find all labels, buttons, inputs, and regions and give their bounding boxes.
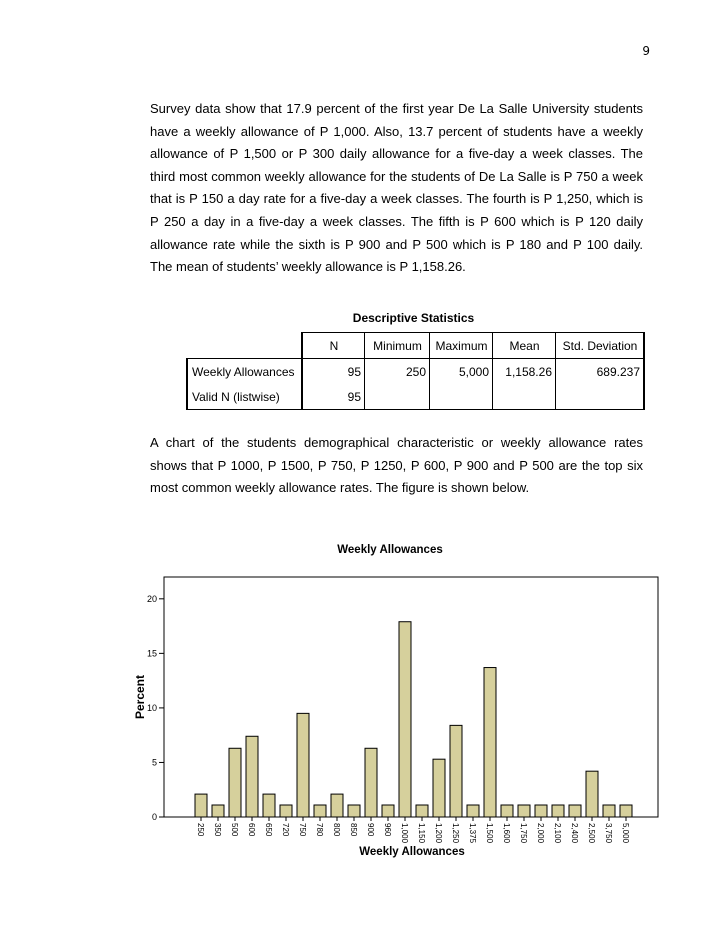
bar-2,400 <box>569 805 581 817</box>
x-tick-label: 780 <box>315 823 324 837</box>
paragraph-line: allowance of P 1,500 or P 300 daily allowance for a five-day a week classes. The <box>150 146 643 162</box>
table-corner-cell <box>187 333 302 359</box>
paragraph-line: most common weekly allowance rates. The figure is shown below. <box>150 480 530 496</box>
x-tick-label: 800 <box>332 823 341 837</box>
paragraph-chart-intro <box>150 432 643 500</box>
table-header: Mean <box>493 333 556 359</box>
x-tick-label: 600 <box>247 823 256 837</box>
paragraph-line: shows that P 1000, P 1500, P 750, P 1250, P 600, P 900 and P 500 are the top six <box>150 457 643 473</box>
table-header: Minimum <box>365 333 430 359</box>
x-tick-label: 250 <box>196 823 205 837</box>
table-row-label: Valid N (listwise) <box>187 384 302 410</box>
table-row-label: Weekly Allowances <box>187 359 302 385</box>
table-cell: 5,000 <box>430 359 493 385</box>
table-cell: 95 <box>302 359 365 385</box>
table-cell: 1,158.26 <box>493 359 556 385</box>
bar-1,600 <box>501 805 513 817</box>
x-tick-label: 850 <box>349 823 358 837</box>
bar-2,000 <box>535 805 547 817</box>
paragraph-line: that is P 150 a day rate for a five-day a week classes. The fourth is P 1,250, which is <box>150 191 643 207</box>
paragraph-line: have a weekly allowance of P 1,000. Also, 13.7 percent of students have a weekly <box>150 123 643 139</box>
paragraph-line: The mean of students’ weekly allowance is P 1,158.26. <box>150 259 466 275</box>
x-tick-label: 1,200 <box>434 823 443 844</box>
bar-720 <box>280 805 292 817</box>
x-tick-label: 5,000 <box>621 823 630 844</box>
x-tick-label: 2,500 <box>587 823 596 844</box>
bar-900 <box>365 748 377 817</box>
y-tick-label: 15 <box>146 648 157 659</box>
y-axis-label: Percent <box>133 674 147 720</box>
x-ticks <box>196 817 630 844</box>
table-header: N <box>302 333 365 359</box>
x-tick-label: 960 <box>383 823 392 837</box>
bar-500 <box>229 748 241 817</box>
paragraph-line: P 250 a day in a five-day a week classes. The fifth is P 600 which is P 120 daily <box>150 213 643 229</box>
bar-600 <box>246 736 258 817</box>
x-axis-label: Weekly Allowances <box>359 846 465 858</box>
x-tick-label: 900 <box>366 823 375 837</box>
bar-2,500 <box>586 771 598 817</box>
x-tick-label: 3,750 <box>604 823 613 844</box>
bar-850 <box>348 805 360 817</box>
x-tick-label: 1,375 <box>468 823 477 844</box>
bar-960 <box>382 805 394 817</box>
bar-1,000 <box>399 622 411 817</box>
paragraph-line: A chart of the students demographical characteristic or weekly allowance rates <box>150 435 643 450</box>
y-ticks <box>147 594 164 822</box>
bar-780 <box>314 805 326 817</box>
table-title: Descriptive Statistics <box>352 311 475 325</box>
bar-1,500 <box>484 668 496 817</box>
table-header: Maximum <box>430 333 493 359</box>
bar-1,750 <box>518 805 530 817</box>
x-tick-label: 750 <box>298 823 307 837</box>
table-header-row <box>187 333 644 359</box>
x-tick-label: 2,400 <box>570 823 579 844</box>
bar-1,375 <box>467 805 479 817</box>
x-tick-label: 720 <box>281 823 290 837</box>
x-tick-label: 1,600 <box>502 823 511 844</box>
y-tick-label: 5 <box>151 757 157 768</box>
weekly-allowances-chart <box>130 538 660 868</box>
x-tick-label: 1,750 <box>519 823 528 844</box>
bar-1,250 <box>450 725 462 817</box>
table-cell: 689.237 <box>556 359 645 385</box>
bar-2,100 <box>552 805 564 817</box>
table-cell: 250 <box>365 359 430 385</box>
bars <box>195 622 632 817</box>
x-tick-label: 1,000 <box>400 823 409 844</box>
bar-5,000 <box>620 805 632 817</box>
table-cell <box>365 384 430 410</box>
bar-1,200 <box>433 759 445 817</box>
chart-title: Weekly Allowances <box>337 544 443 556</box>
descriptive-statistics-table <box>186 332 645 410</box>
x-tick-label: 2,000 <box>536 823 545 844</box>
x-tick-label: 1,250 <box>451 823 460 844</box>
paragraph-line: allowance rate while the sixth is P 900 and P 500 which is P 180 and P 100 daily. <box>150 236 643 252</box>
table-row <box>187 384 644 410</box>
chart-svg <box>130 538 660 868</box>
paragraph-line: third most common weekly allowance for the students of De La Salle is P 750 a week <box>150 168 643 184</box>
y-tick-label: 0 <box>151 812 157 822</box>
bar-3,750 <box>603 805 615 817</box>
paragraph-allowance-summary <box>150 98 643 279</box>
paragraph-line: Survey data show that 17.9 percent of the first year De La Salle University students <box>150 101 643 116</box>
x-tick-label: 650 <box>264 823 273 837</box>
bar-1,150 <box>416 805 428 817</box>
table-cell: 95 <box>302 384 365 410</box>
x-tick-label: 500 <box>230 823 239 837</box>
x-tick-label: 350 <box>213 823 222 837</box>
bar-350 <box>212 805 224 817</box>
table-cell <box>493 384 556 410</box>
x-tick-label: 1,500 <box>485 823 494 844</box>
table-header: Std. Deviation <box>556 333 645 359</box>
bar-250 <box>195 794 207 817</box>
x-tick-label: 1,150 <box>417 823 426 844</box>
bar-650 <box>263 794 275 817</box>
page-number: 9 <box>642 44 650 58</box>
bar-800 <box>331 794 343 817</box>
table-cell <box>556 384 645 410</box>
x-tick-label: 2,100 <box>553 823 562 844</box>
table-row <box>187 359 644 385</box>
y-tick-label: 20 <box>146 593 157 604</box>
y-tick-label: 10 <box>146 702 157 713</box>
table-cell <box>430 384 493 410</box>
bar-750 <box>297 713 309 817</box>
